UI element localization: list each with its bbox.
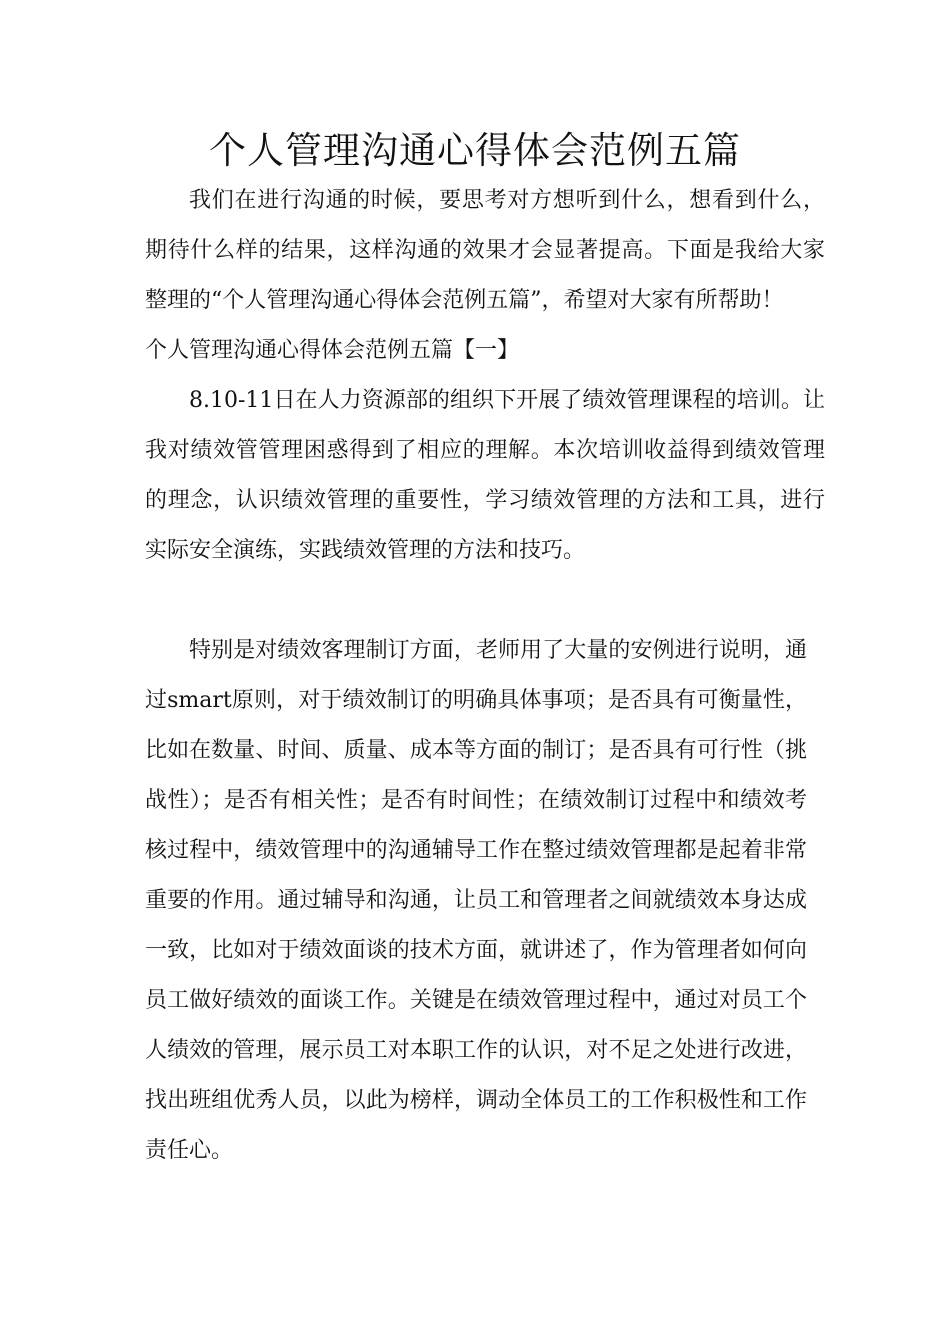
paragraph-spacer [145, 576, 825, 626]
intro-paragraph: 我们在进行沟通的时候，要思考对方想听到什么，想看到什么，期待什么样的结果，这样沟通的效果才会显著提高。下面是我给大家整理的“个人管理沟通心得体会范例五篇”，希望对大家有所帮助！ [145, 188, 825, 313]
document-title: 个人管理沟通心得体会范例五篇 [209, 129, 741, 172]
document-body [145, 176, 825, 1176]
section-heading: 个人管理沟通心得体会范例五篇【一】 [145, 338, 520, 363]
body-paragraph-1: 8.10-11日在人力资源部的组织下开展了绩效管理课程的培训。让我对绩效管管理困惑得到了相应的理解。本次培训收益得到绩效管理的理念，认识绩效管理的重要性，学习绩效管理的方法和工具，进行实际安全演练，实践绩效管理的方法和技巧。 [145, 388, 825, 563]
body-paragraph-2: 特别是对绩效客理制订方面，老师用了大量的安例进行说明，通过smart原则，对于绩效制订的明确具体事项；是否具有可衡量性，比如在数量、时间、质量、成本等方面的制订；是否具有可行性（挑战性）；是否有相关性；是否有时间性；在绩效制订过程中和绩效考核过程中，绩效管理中的沟通辅导工作在整过绩效管理都是起着非常重要的作用。通过辅导和沟通，让员工和管理者之间就绩效本身达成一致，比如对于绩效面谈的技术方面，就讲述了，作为管理者如何向员工做好绩效的面谈工作。关键是在绩效管理过程中，通过对员工个人绩效的管理，展示员工对本职工作的认识，对不足之处进行改进，找出班组优秀人员，以此为榜样，调动全体员工的工作积极性和工作责任心。 [145, 638, 807, 1163]
